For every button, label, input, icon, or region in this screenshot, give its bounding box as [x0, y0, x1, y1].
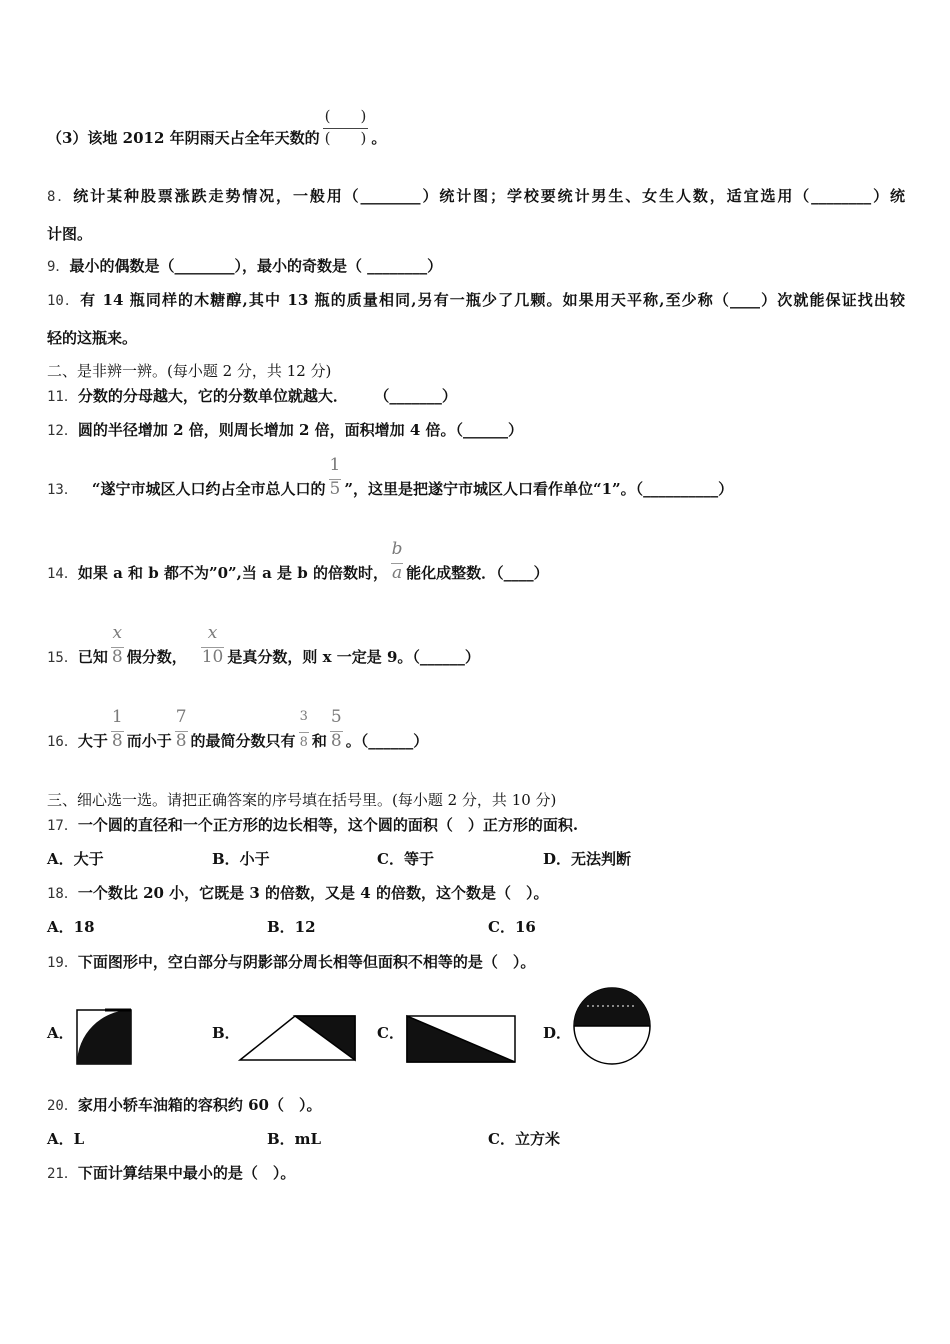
- q19-figure-d-circle[interactable]: [569, 984, 655, 1068]
- fraction-denominator: a: [391, 563, 403, 583]
- q17-option-a[interactable]: A．大于: [47, 850, 104, 868]
- question-21: [47, 1163, 295, 1183]
- question-16-text-before: 大于: [77, 732, 108, 750]
- question-number: 19．: [47, 955, 78, 971]
- q19-figure-a-quarter-circle[interactable]: [75, 1005, 135, 1067]
- question-10-text-continued: 轻的这瓶来。: [47, 329, 138, 347]
- question-number: 9．: [47, 259, 70, 275]
- q7-part3-suffix: 。: [371, 129, 387, 147]
- q19-option-b-label[interactable]: B．: [212, 1024, 240, 1042]
- question-number: 16．: [47, 734, 78, 750]
- fraction-denominator: 10: [201, 647, 224, 667]
- question-number: 12．: [47, 423, 78, 439]
- question-10-continued: [47, 328, 137, 348]
- question-15-text-after: 是真分数，则 x 一定是 9。（______）: [227, 648, 480, 666]
- question-21-text: 下面计算结果中最小的是（ ）。: [77, 1164, 296, 1182]
- fraction-one-fifth: [329, 455, 342, 499]
- question-14-text-before: 如果 a 和 b 都不为”0”,当 a 是 b 的倍数时，: [77, 564, 388, 582]
- fraction-denominator: 8: [175, 731, 187, 751]
- question-16-text-after: 。（______）: [345, 732, 429, 750]
- fraction-denominator: 8: [330, 731, 342, 751]
- question-17: [47, 815, 578, 835]
- fraction-numerator: b: [391, 539, 403, 559]
- section-2-heading: 二、是非辨一辨。(每小题 2 分，共 12 分): [47, 362, 332, 380]
- question-14-text-after: 能化成整数．（____）: [406, 564, 549, 582]
- question-18-text: 一个数比 20 小，它既是 3 的倍数，又是 4 的倍数，这个数是（ ）。: [77, 884, 549, 902]
- q20-option-a[interactable]: A．L: [47, 1130, 85, 1148]
- fraction-numerator: 5: [330, 707, 342, 727]
- question-19-text: 下面图形中，空白部分与阴影部分周长相等但面积不相等的是（ ）。: [77, 953, 536, 971]
- q17-option-d[interactable]: D．无法判断: [543, 850, 632, 868]
- fraction-denominator: 8: [299, 732, 309, 752]
- question-20: [47, 1095, 321, 1115]
- question-13-text-after: ”，这里是把遂宁市城区人口看作单位“1”。（__________）: [344, 480, 734, 498]
- fraction-x-over-8: [111, 623, 124, 667]
- answer-blank: （_______）: [381, 387, 457, 405]
- question-number: 20．: [47, 1098, 78, 1114]
- question-16-text-mid1: 而小于: [126, 732, 172, 750]
- q7-part3: [47, 107, 387, 148]
- fraction-numerator: 3: [299, 709, 308, 724]
- question-number: 11．: [47, 389, 78, 405]
- question-12-text: 圆的半径增加 2 倍，则周长增加 2 倍，面积增加 4 倍。（______）: [77, 421, 524, 439]
- question-16: [47, 707, 429, 751]
- question-8: [47, 186, 905, 206]
- question-12: [47, 420, 523, 440]
- question-11-text: 分数的分母越大，它的分数单位就越大．: [77, 387, 348, 405]
- question-8-text: 统计某种股票涨跌走势情况，一般用（________）统计图；学校要统计男生、女生人数，适宜选用（________）统: [73, 187, 905, 205]
- q20-option-c[interactable]: C．立方米: [488, 1130, 560, 1148]
- question-15-text-mid: 假分数，: [126, 648, 187, 666]
- q19-figure-c-rectangle[interactable]: [405, 1012, 519, 1066]
- question-20-text: 家用小轿车油箱的容积约 60（ ）。: [77, 1096, 322, 1114]
- question-16-text-mid3: 和: [311, 732, 327, 750]
- fraction-denominator: 8: [111, 731, 123, 751]
- question-13: [47, 455, 734, 499]
- q18-option-b[interactable]: B．12: [267, 918, 316, 936]
- q19-option-a-label[interactable]: A．: [47, 1024, 74, 1042]
- question-number: 14．: [47, 566, 78, 582]
- q7-part3-text: （3）该地 2012 年阴雨天占全年天数的: [47, 129, 320, 147]
- q17-option-b[interactable]: B．小于: [212, 850, 270, 868]
- question-15-text-before: 已知: [77, 648, 108, 666]
- question-number: 18．: [47, 886, 78, 902]
- question-15: [47, 623, 480, 667]
- fraction-numerator-blank: ( ): [324, 107, 367, 125]
- question-number: 21．: [47, 1166, 78, 1182]
- fraction-numerator: 1: [111, 707, 123, 727]
- fraction-three-eighths: [299, 709, 309, 752]
- fraction-denominator: 8: [111, 647, 123, 667]
- q19-figure-b-trapezoid[interactable]: [238, 1012, 358, 1064]
- question-9-text: 最小的偶数是（________），最小的奇数是（ ________）: [69, 257, 443, 275]
- fraction-numerator: 7: [175, 707, 187, 727]
- fraction-numerator: x: [112, 623, 123, 643]
- fraction-denominator: 5: [329, 479, 341, 499]
- question-10-text: 有 14 瓶同样的木糖醇,其中 13 瓶的质量相同,另有一瓶少了几颗。如果用天平称,至少称（____）次就能保证找出较: [80, 291, 905, 309]
- q7-part3-fraction-blank: [323, 107, 369, 148]
- question-8-continued: [47, 224, 92, 244]
- q20-option-b[interactable]: B．mL: [267, 1130, 322, 1148]
- question-14: [47, 539, 549, 583]
- fraction-b-over-a: [391, 539, 403, 583]
- fraction-one-eighth: [111, 707, 124, 751]
- question-8-text-continued: 计图。: [47, 225, 93, 243]
- question-18: [47, 883, 548, 903]
- fraction-five-eighths: [330, 707, 343, 751]
- question-13-text-before: “遂宁市城区人口约占全市总人口的: [91, 480, 326, 498]
- q17-option-c[interactable]: C．等于: [377, 850, 434, 868]
- question-number: 15．: [47, 650, 78, 666]
- q19-option-c-label[interactable]: C．: [377, 1024, 404, 1042]
- fraction-denominator-blank: ( ): [324, 129, 367, 147]
- question-11: [47, 386, 457, 406]
- question-number: 17．: [47, 818, 78, 834]
- question-17-text: 一个圆的直径和一个正方形的边长相等，这个圆的面积（ ）正方形的面积.: [77, 816, 579, 834]
- question-19: [47, 952, 535, 972]
- section-3-heading: 三、细心选一选。请把正确答案的序号填在括号里。(每小题 2 分，共 10 分): [47, 791, 557, 809]
- q18-option-c[interactable]: C．16: [488, 918, 536, 936]
- question-16-text-mid2: 的最简分数只有: [190, 732, 296, 750]
- question-number: 8．: [47, 189, 74, 205]
- fraction-numerator: 1: [329, 455, 341, 475]
- question-10: [47, 290, 905, 310]
- fraction-numerator: x: [207, 623, 218, 643]
- question-9: [47, 256, 442, 276]
- question-number: 13．: [47, 482, 78, 498]
- fraction-x-over-10: [201, 623, 225, 667]
- question-number: 10．: [47, 293, 81, 309]
- fraction-seven-eighths: [175, 707, 188, 751]
- q19-option-d-label[interactable]: D．: [543, 1024, 572, 1042]
- q18-option-a[interactable]: A．18: [47, 918, 95, 936]
